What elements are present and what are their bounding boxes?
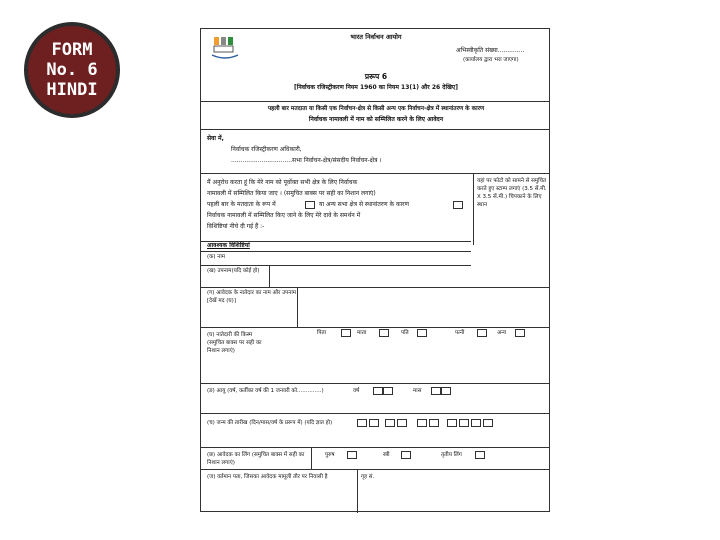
election-commission-logo-icon	[209, 35, 241, 63]
divider	[201, 447, 549, 448]
request-line-2: नामावली में सम्मिलित किया जाए । (समुचित बाक्स पर सही का निशान लगाएं)	[207, 190, 376, 197]
request-line-1: मैं अनुरोध करता हूं कि मेरे नाम को पूर्वोक्त सभी क्षेत्र के लिए निर्वाचक	[207, 179, 358, 186]
divider	[201, 173, 549, 174]
request-line-3a: पहली बार के मतदाता के रूप में	[207, 201, 276, 208]
relation-option-other-label: अन्य	[497, 330, 507, 336]
request-line-3b: या अन्य सभा क्षेत्र से स्थानांतरण के कारण	[319, 201, 409, 208]
relation-other-checkbox[interactable]	[515, 329, 525, 337]
acknowledgement-note: (कार्यालय द्वारा भरा जाएगा)	[463, 57, 519, 63]
acknowledgement-number: अभिस्वीकृति संख्या..............	[456, 47, 525, 54]
dob-year-box-2[interactable]	[429, 419, 439, 427]
gender-male-label: पुरुष	[325, 452, 335, 458]
relation-option-father-label: पिता	[317, 330, 327, 336]
gender-female-label: स्त्री	[383, 452, 390, 458]
transfer-checkbox[interactable]	[453, 201, 463, 209]
divider	[269, 265, 270, 287]
form-sheet	[200, 28, 550, 512]
officer-line: निर्वाचक रजिस्ट्रीकरण अधिकारी,	[231, 146, 302, 153]
divider	[473, 173, 474, 245]
dob-year-box-6[interactable]	[483, 419, 493, 427]
divider	[311, 447, 312, 469]
relation-husband-checkbox[interactable]	[417, 329, 427, 337]
first-time-voter-checkbox[interactable]	[305, 201, 315, 209]
dob-year-box-4[interactable]	[459, 419, 469, 427]
age-months-label: मास	[413, 388, 422, 394]
subject-line-2: निर्वाचक नामावली में नाम को सम्मिलित करने के लिए आवेदन	[308, 116, 444, 123]
gender-third-checkbox[interactable]	[475, 451, 485, 459]
name-label: (क) नाम	[207, 254, 226, 260]
dob-year-box-1[interactable]	[417, 419, 427, 427]
age-months-box-2[interactable]	[441, 387, 451, 395]
divider	[357, 469, 358, 513]
dob-year-box-3[interactable]	[447, 419, 457, 427]
surname-label: (ख) उपनाम(यदि कोई हो)	[207, 268, 260, 274]
surname-field[interactable]	[271, 266, 471, 286]
divider	[201, 469, 549, 470]
age-months-box-1[interactable]	[431, 387, 441, 395]
name-field[interactable]	[271, 252, 471, 264]
relation-father-checkbox[interactable]	[341, 329, 351, 337]
dob-month-box-1[interactable]	[385, 419, 395, 427]
relative-name-field[interactable]	[299, 288, 549, 326]
form-title: प्ररूप 6	[364, 72, 388, 81]
age-years-label: वर्ष	[353, 388, 360, 394]
address-label: (ज) वर्तमान पता, जिसका आवेदक मामूली तौर पर निवासी है	[207, 474, 328, 480]
badge-line-1: FORM	[51, 40, 93, 60]
request-line-4: निर्वाचक नामावली में सम्मिलित किए जाने के लिए मेरे दावे के समर्थन में	[207, 212, 361, 219]
dob-day-box-2[interactable]	[369, 419, 379, 427]
dob-day-box-1[interactable]	[357, 419, 367, 427]
subject-line-1: पहली बार मतदाता या किसी एक निर्वाचन-क्षेत्र से किसी अन्य एक निर्वाचन-क्षेत्र में स्थानांतरण के कारण	[267, 106, 485, 112]
section-title: आवश्यक विशिष्टियां	[207, 242, 250, 249]
constituency-line: ................................सभा निर्वाचन-क्षेत्र/संसदीय निर्वाचन-क्षेत्र ।	[231, 157, 382, 164]
relation-option-wife-label: पत्नी	[455, 330, 465, 336]
divider	[201, 129, 549, 130]
divider	[201, 101, 549, 102]
relation-option-husband-label: पति	[401, 330, 409, 336]
divider	[297, 287, 298, 327]
relative-name-label: (ग) आवेदक के नातेदार का नाम और उपनाम [देखें मद (घ)]	[207, 290, 297, 304]
request-line-5: विशिष्टियां नीचे दी गई हैं :-	[207, 223, 265, 230]
age-years-box-1[interactable]	[373, 387, 383, 395]
rule-reference: [निर्वाचक रजिस्ट्रीकरण नियम 1960 का नियम 13(1) और 26 देखिए]	[294, 84, 458, 91]
age-label: (ङ) आयु (वर्ष, कर्तीका वर्ष की 1 जनवरी को..............)	[207, 388, 324, 394]
house-number-label: गृह सं.	[361, 474, 375, 480]
address-field[interactable]	[387, 471, 547, 511]
relation-option-mother-label: माता	[357, 330, 367, 336]
relation-type-label: (घ) नातेदारी की किस्म (समुचित बाक्स पर सही का निशान लगाएं)	[207, 332, 262, 354]
form-number-badge	[24, 22, 120, 118]
dob-month-box-2[interactable]	[397, 419, 407, 427]
dob-year-box-5[interactable]	[471, 419, 481, 427]
salutation: सेवा में,	[207, 135, 224, 142]
commission-name: भारत निर्वाचन आयोग	[350, 33, 402, 41]
gender-label: (छ) आवेदक का लिंग (समुचित बाक्स में सही का निशान लगाएं)	[207, 452, 305, 466]
badge-line-2: No. 6	[46, 60, 98, 80]
gender-male-checkbox[interactable]	[347, 451, 357, 459]
date-of-birth-label: (च) जन्म की तारीख (दिन/मास/वर्ष के प्ररूप में) (यदि ज्ञात हो)	[207, 420, 333, 426]
divider	[201, 413, 549, 414]
age-years-box-2[interactable]	[383, 387, 393, 395]
gender-female-checkbox[interactable]	[401, 451, 411, 459]
divider	[201, 383, 549, 384]
relation-wife-checkbox[interactable]	[477, 329, 487, 337]
relation-mother-checkbox[interactable]	[379, 329, 389, 337]
gender-third-label: तृतीय लिंग	[441, 452, 462, 458]
divider	[201, 327, 549, 328]
photo-space-note: यहां पर फोटो को सामने से समुचित करते हुए स्टाम्प लगाएं (3.5 सें.मी. X 3.5 सें.मी.) चिपकाने के लिए स्थान	[477, 178, 547, 208]
badge-line-3: HINDI	[46, 80, 98, 100]
